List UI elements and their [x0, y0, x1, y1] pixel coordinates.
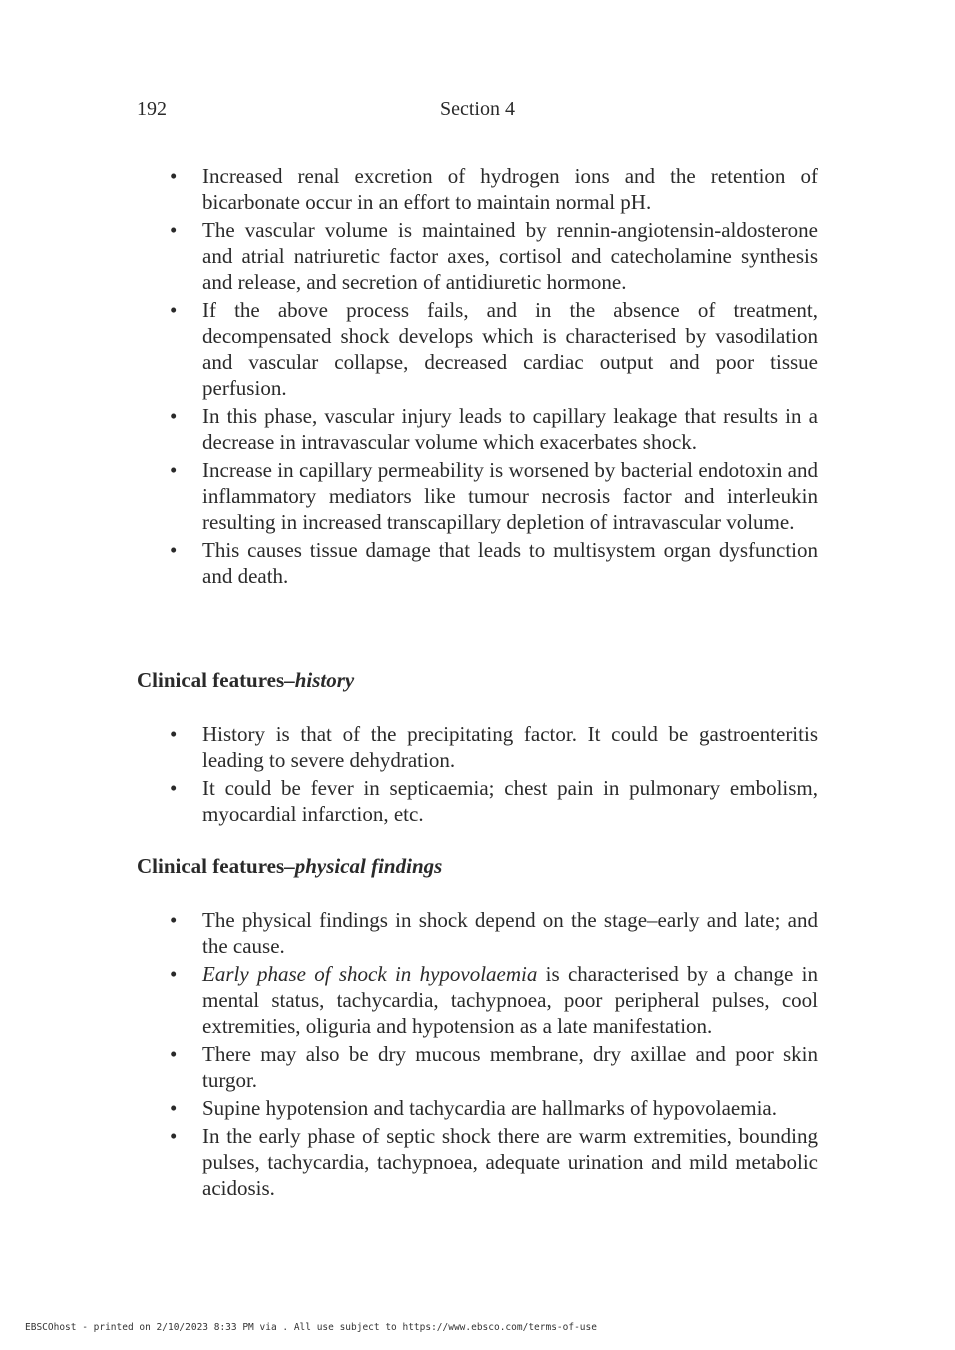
list-item: • Increase in capillary permeability is worsened by bacterial endotoxin and inflammatory mediators like tumour necrosis factor and interleukin resulting in increased transcapillary depletion of intravascular volume.: [202, 457, 818, 535]
list-item: • In the early phase of septic shock there are warm extremities, bounding pulses, tachycardia, tachypnoea, adequate urination and mild metabolic acidosis.: [202, 1123, 818, 1201]
list-item: • Increased renal excretion of hydrogen ions and the retention of bicarbonate occur in an effort to maintain normal pH.: [202, 163, 818, 215]
heading-prefix: Clinical features–: [137, 668, 295, 692]
page-number: 192: [137, 98, 167, 120]
mechanism-bullet-list: [202, 163, 818, 591]
list-item-text: is characterised by a change in mental status, tachycardia, tachypnoea, poor peripheral pulses, cool extremities, oliguria and hypotension as a late manifestation.: [202, 962, 818, 1038]
running-head: Section 4: [440, 98, 515, 120]
section-heading-history: [137, 667, 354, 693]
list-item: • The vascular volume is maintained by rennin-angiotensin-aldosterone and atrial natriuretic factor axes, cortisol and catecholamine synthesis and release, and secretion of antidiuretic hormone.: [202, 217, 818, 295]
heading-prefix: Clinical features–: [137, 854, 295, 878]
italic-phrase: Early phase of shock in hypovolaemia: [202, 962, 538, 986]
list-item: • The physical findings in shock depend on the stage–early and late; and the cause.: [202, 907, 818, 959]
heading-emphasis: physical findings: [294, 854, 443, 878]
section-heading-physical-findings: [137, 853, 442, 879]
list-item: [202, 961, 818, 1039]
list-item: • If the above process fails, and in the absence of treatment, decompensated shock develops which is characterised by vasodilation and vascular collapse, decreased cardiac output and poor tissue perfusion.: [202, 297, 818, 401]
list-item: • This causes tissue damage that leads to multisystem organ dysfunction and death.: [202, 537, 818, 589]
list-item: • In this phase, vascular injury leads to capillary leakage that results in a decrease in intravascular volume which exacerbates shock.: [202, 403, 818, 455]
list-item: • It could be fever in septicaemia; chest pain in pulmonary embolism, myocardial infarction, etc.: [202, 775, 818, 827]
list-item: • There may also be dry mucous membrane, dry axillae and poor skin turgor.: [202, 1041, 818, 1093]
list-item: • Supine hypotension and tachycardia are hallmarks of hypovolaemia.: [202, 1095, 818, 1121]
history-bullet-list: [202, 721, 818, 829]
print-footer: EBSCOhost - printed on 2/10/2023 8:33 PM via . All use subject to https://www.ebsco.com/terms-of-use: [25, 1322, 597, 1333]
heading-emphasis: history: [294, 668, 355, 692]
list-item: • History is that of the precipitating factor. It could be gastroenteritis leading to severe dehydration.: [202, 721, 818, 773]
physical-findings-bullet-list: [202, 907, 818, 1203]
